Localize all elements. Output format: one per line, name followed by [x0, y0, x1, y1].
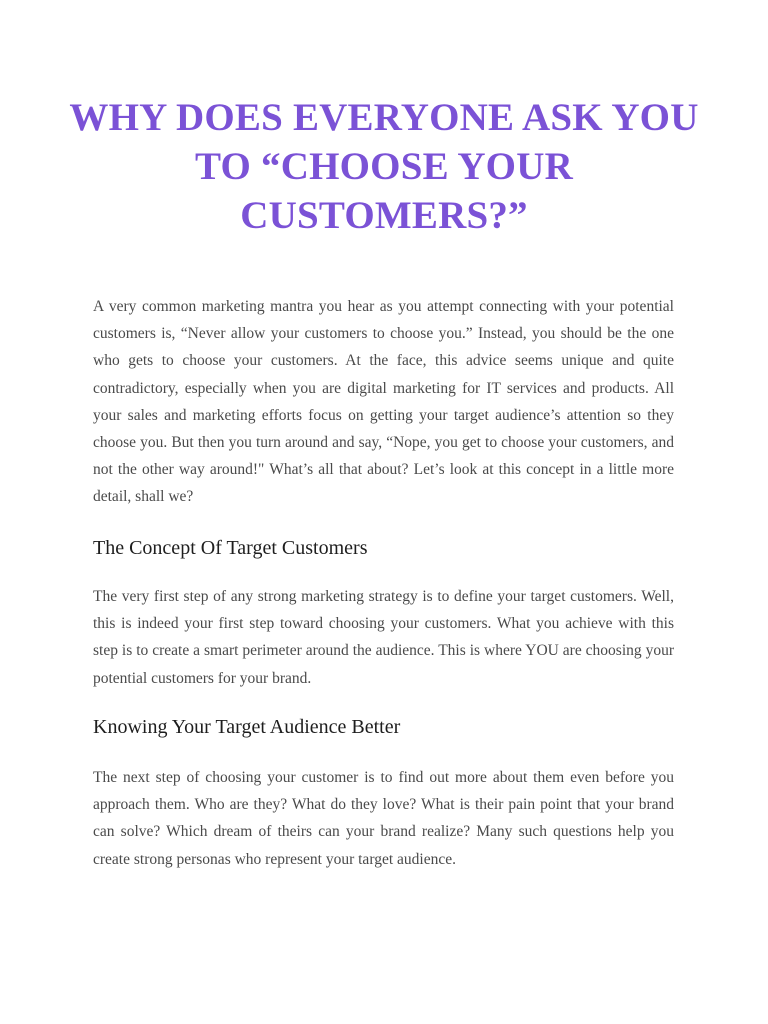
section-paragraph-knowing-audience: The next step of choosing your customer is to find out more about them even before you approach them. Who are they? What do they love? What is their pain point that your brand can solve? Which dream of theirs can your brand realize? Many such questions help you create strong personas who represent your target audience.: [93, 769, 674, 868]
section-heading-knowing-audience: Knowing Your Target Audience Better: [93, 716, 401, 738]
section-heading-target-customers: The Concept Of Target Customers: [93, 537, 368, 559]
section-paragraph-target-customers: The very first step of any strong marketing strategy is to define your target customers. Well, this is indeed your first step toward choosing your customers. What you achieve with this step is to create a smart perimeter around the audience. This is where YOU are choosing your potential customers for your brand.: [93, 588, 674, 687]
document-title: WHY DOES EVERYONE ASK YOU TO “CHOOSE YOUR CUSTOMERS?”: [69, 96, 699, 237]
intro-paragraph: A very common marketing mantra you hear as you attempt connecting with your potential customers is, “Never allow your customers to choose you.” Instead, you should be the one who gets to choose your customers. At the face, this advice seems unique and quite contradictory, especially when you are digital marketing for IT services and products. All your sales and marketing efforts focus on getting your target audience’s attention so they choose you. But then you turn around and say, “Nope, you get to choose your customers, and not the other way around!" What’s all that about? Let’s look at this concept in a little more detail, shall we?: [93, 298, 674, 506]
